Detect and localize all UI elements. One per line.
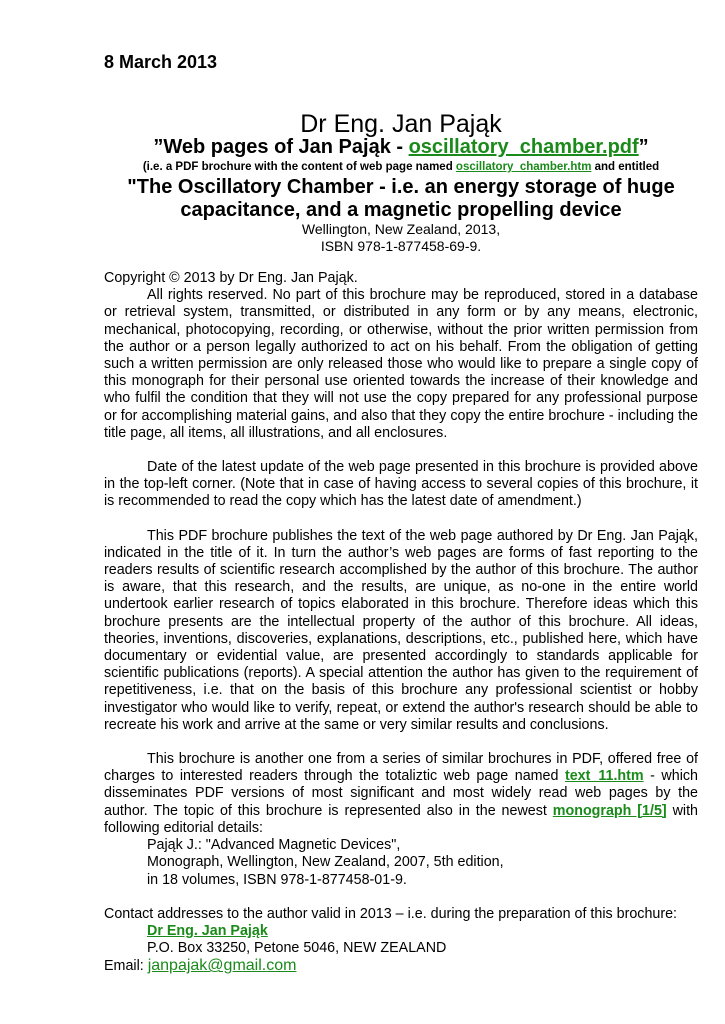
book-title [104, 176, 698, 222]
edition-line: in 18 volumes, ISBN 978-1-877458-01-9. [147, 871, 407, 888]
title-suffix: ” [638, 136, 649, 158]
email-link[interactable]: janpajak@gmail.com [147, 957, 297, 975]
monograph-link[interactable]: monograph [1/5] [552, 802, 667, 819]
edition-line: Monograph, Wellington, New Zealand, 2007, 5th edition, [147, 854, 504, 871]
document-body [104, 270, 698, 976]
series-text-2: - which disseminates PDF versions of most significant and most widely read web pages by the author. The topic of this brochure is represented also in the newest [104, 768, 698, 819]
isbn: ISBN 978-1-877458-69-9. [320, 238, 482, 254]
edition-line: Pająk J.: "Advanced Magnetic Devices", [147, 837, 401, 854]
text11-link[interactable]: text_11.htm [564, 768, 644, 785]
publishes-paragraph: This PDF brochure publishes the text of the web page authored by Dr Eng. Jan Pająk, indicated in the title of it. In turn the author’s web pages are forms of fast reporting to the readers results of scientific research accomplished by the author of this brochure. The author is aware, that this research, and the results, are unique, as no-one in the entire world undertook earlier research of topics elaborated in this brochure. Therefore ideas which this brochure presents are the intellectual property of the author of this brochure. All ideas, theories, inventions, discoveries, explanations, descriptions, etc., published here, which have documentary or evidential value, are presented accordingly to standards applicable for scientific publications (reports). A special attention the author has given to the requirement of repetitiveness, i.e. that on the basis of this brochure any professional scientist or hobby investigator who would like to verify, repeat, or extend the author's research should be able to recreate his work and arrive at the same or very similar results and conclusions. [104, 527, 698, 733]
series-text-3: with following editorial details: [104, 802, 699, 836]
author-name: Dr Eng. Jan Pająk [300, 110, 502, 138]
contact-name [104, 923, 698, 940]
title-prefix: ”Web pages of Jan Pająk - [153, 136, 409, 158]
publication-place: Wellington, New Zealand, 2013, [301, 221, 501, 237]
book-title-line1: "The Oscillatory Chamber - i.e. an energy storage of huge [127, 176, 675, 198]
book-title-line2: capacitance, and a magnetic propelling device [180, 199, 622, 221]
publication-info [104, 221, 698, 255]
series-paragraph [104, 751, 698, 837]
email-label: Email: [104, 958, 148, 975]
edition-details [104, 837, 698, 889]
update-paragraph: Date of the latest update of the web page presented in this brochure is provided above in the top-left corner. (Note that in case of having access to several copies of this brochure, it is recommended to read the copy which has the latest date of amendment.) [104, 459, 698, 510]
subtitle [104, 161, 698, 173]
contact-address: P.O. Box 33250, Petone 5046, NEW ZEALAND [147, 940, 447, 957]
pdf-link[interactable]: oscillatory_chamber.pdf [408, 136, 639, 158]
copyright: Copyright © 2013 by Dr Eng. Jan Pająk. [104, 270, 358, 286]
rights-paragraph: All rights reserved. No part of this brochure may be reproduced, stored in a database or retrieval system, transmitted, or distributed in any form or by any means, electronic, mechanical, photocopying, recording, or otherwise, without the prior written permission from the author or a person legally authorized to act on his behalf. From the obligation of getting such a written permission are only released those who would like to prepare a single copy of this monograph for their personal use oriented towards the increase of their knowledge and who fulfil the condition that they will not use the copy prepared for any professional purpose or for accomplishing material gains, and also that they copy the entire brochure - including the title page, all items, all illustrations, and all enclosures. [104, 287, 698, 441]
contact-intro: Contact addresses to the author valid in 2013 – i.e. during the preparation of this brochure: [104, 905, 678, 922]
document-date: 8 March 2013 [104, 52, 218, 72]
series-text-1: This brochure is another one from a series of similar brochures in PDF, offered free of charges to interested readers through the totaliztic web page named [104, 751, 698, 785]
email-line [104, 957, 698, 975]
subtitle-suffix: and entitled [591, 161, 660, 173]
contact-name-link[interactable]: Dr Eng. Jan Pająk [147, 922, 268, 939]
document-title [104, 136, 698, 159]
htm-link[interactable]: oscillatory_chamber.htm [455, 161, 592, 173]
subtitle-prefix: (i.e. a PDF brochure with the content of web page named [142, 161, 456, 173]
